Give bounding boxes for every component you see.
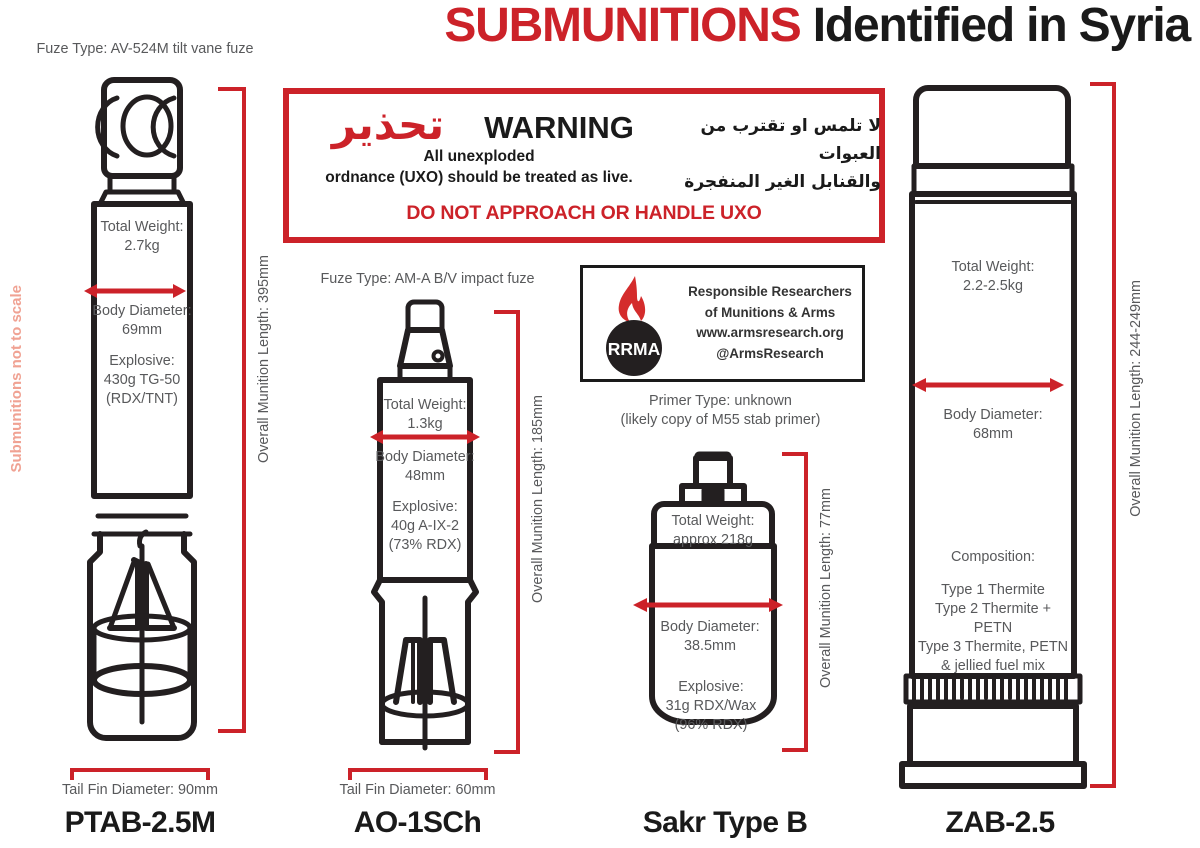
ao1sch-body-diameter-value: 48mm — [405, 468, 445, 485]
ptab-total-weight-label: Total Weight: — [100, 219, 184, 235]
sakr-total-weight-label: Total Weight: — [671, 513, 755, 529]
page-title — [270, 2, 1190, 50]
warning-arabic-line2: والقنابل الغير المنفجرة — [684, 172, 881, 193]
ptab-fuze-type-label: Fuze Type: AV-524M tilt vane fuze — [36, 41, 254, 57]
ptab-diameter-arrow-icon — [84, 282, 186, 300]
sakr-length-bracket — [782, 452, 808, 752]
sakr-explosive-line2: (96% RDX) — [674, 717, 748, 734]
zab-composition-line1: Type 1 Thermite — [941, 582, 1045, 599]
zab-composition-line4: Type 3 Thermite, PETN — [917, 639, 1069, 656]
sakr-explosive — [640, 678, 782, 735]
zab-composition-line5: & jellied fuel mix — [941, 658, 1045, 675]
ptab-total-weight-value: 2.7kg — [124, 238, 160, 255]
ptab-body-diameter — [62, 302, 222, 340]
ptab-body-diameter-value: 69mm — [122, 322, 162, 339]
ptab-explosive-line1: 430g TG-50 — [103, 372, 181, 389]
sakr-overall-length-label: Overall Munition Length: 77mm — [818, 488, 834, 688]
ptab-total-weight — [62, 218, 222, 256]
rrma-line-2: of Munitions & Arms — [704, 304, 836, 320]
zab-body-diameter — [908, 406, 1078, 444]
warning-subtext — [309, 146, 649, 189]
ao1sch-diameter-arrow-icon — [370, 428, 480, 446]
sakr-munition-name: Sakr Type B — [642, 806, 808, 839]
scale-note: Submunitions not to scale — [8, 285, 25, 473]
sakr-total-weight — [648, 512, 778, 550]
sakr-explosive-label: Explosive: — [678, 679, 744, 695]
sakr-body-diameter-label: Body Diameter: — [660, 619, 760, 635]
sakr-primer-line1: Primer Type: unknown — [649, 393, 792, 409]
ao1sch-explosive-line1: 40g A-IX-2 — [391, 518, 459, 535]
ao1sch-overall-length-container — [530, 395, 546, 675]
page-title-rest: Identified in Syria — [812, 0, 1190, 52]
ao1sch-total-weight-label: Total Weight: — [383, 397, 467, 413]
ao1sch-fin-bracket — [348, 768, 488, 780]
ptab-body-diameter-label: Body Diameter: — [92, 303, 192, 319]
sakr-body-diameter — [645, 618, 775, 656]
ao1sch-explosive-label: Explosive: — [392, 499, 458, 515]
sakr-primer-type-label — [588, 392, 853, 430]
rrma-mark-text: RRMA — [607, 339, 661, 359]
sakr-diameter-arrow-icon — [633, 596, 783, 614]
sakr-explosive-line1: 31g RDX/Wax — [665, 698, 757, 715]
ptab-length-bracket — [218, 87, 246, 733]
warning-subtext-line1: All unexploded — [423, 148, 535, 165]
rrma-line-3: www.armsresearch.org — [696, 325, 844, 340]
ao1sch-munition-name: AO-1SCh — [353, 806, 482, 839]
ao1sch-explosive-line2: (73% RDX) — [388, 537, 462, 554]
ao1sch-overall-length-label: Overall Munition Length: 185mm — [530, 395, 546, 603]
page-title-emphasis: SUBMUNITIONS — [444, 0, 801, 52]
warning-heading: WARNING — [484, 110, 634, 145]
ptab-munition-drawing — [62, 76, 222, 748]
rrma-line-4: @ArmsResearch — [716, 345, 824, 361]
ptab-explosive-line2: (RDX/TNT) — [106, 391, 178, 408]
ptab-overall-length-container — [256, 255, 272, 545]
ao1sch-body-diameter-label: Body Diameter: — [375, 449, 475, 465]
ao1sch-fin-diameter-label: Tail Fin Diameter: 60mm — [339, 782, 496, 798]
sakr-overall-length-container — [818, 488, 834, 736]
zab-composition-line2: Type 2 Thermite + — [934, 601, 1052, 618]
warning-bottom-text: DO NOT APPROACH OR HANDLE UXO — [406, 202, 762, 224]
ptab-fin-diameter-label: Tail Fin Diameter: 90mm — [62, 782, 218, 798]
zab-total-weight-label: Total Weight: — [951, 259, 1035, 275]
rrma-flame-bomb-icon — [591, 274, 677, 377]
warning-arabic-line1: لا تلمس او تقترب من العبوات — [700, 116, 881, 165]
scale-note-container — [8, 285, 32, 545]
zab-total-weight-value: 2.2-2.5kg — [962, 278, 1023, 295]
zab-composition-line3: PETN — [973, 620, 1013, 637]
sakr-total-weight-value: approx 218g — [672, 532, 753, 549]
zab-overall-length-container — [1128, 280, 1144, 600]
rrma-logo-box — [580, 265, 865, 382]
ao1sch-body-diameter — [352, 448, 498, 486]
warning-arabic-heading: تحذير — [331, 100, 445, 149]
ao1sch-explosive — [352, 498, 498, 555]
zab-total-weight — [908, 258, 1078, 296]
zab-composition-label: Composition: — [951, 549, 1035, 565]
zab-composition — [905, 548, 1081, 676]
ptab-explosive — [62, 352, 222, 409]
sakr-body-diameter-value: 38.5mm — [684, 638, 736, 655]
zab-diameter-arrow-icon — [912, 376, 1064, 394]
ptab-overall-length-label: Overall Munition Length: 395mm — [256, 255, 272, 463]
warning-arabic-body — [641, 112, 881, 196]
rrma-text-block — [679, 282, 861, 364]
ao1sch-total-weight-value: 1.3kg — [407, 416, 443, 433]
ptab-munition-name: PTAB-2.5M — [64, 806, 216, 839]
ao1sch-length-bracket — [494, 310, 520, 754]
warning-box — [283, 88, 885, 243]
zab-munition-name: ZAB-2.5 — [945, 806, 1055, 839]
zab-overall-length-label: Overall Munition Length: 244-249mm — [1128, 280, 1144, 517]
ao1sch-fuze-type-label: Fuze Type: AM-A B/V impact fuze — [320, 271, 535, 287]
zab-body-diameter-label: Body Diameter: — [943, 407, 1043, 423]
ptab-explosive-label: Explosive: — [109, 353, 175, 369]
rrma-line-1: Responsible Researchers — [688, 284, 852, 299]
ptab-fin-bracket — [70, 768, 210, 780]
zab-body-diameter-value: 68mm — [973, 426, 1013, 443]
warning-subtext-line2: ordnance (UXO) should be treated as live. — [325, 169, 633, 187]
sakr-primer-line2: (likely copy of M55 stab primer) — [620, 412, 821, 429]
zab-length-bracket — [1090, 82, 1116, 788]
